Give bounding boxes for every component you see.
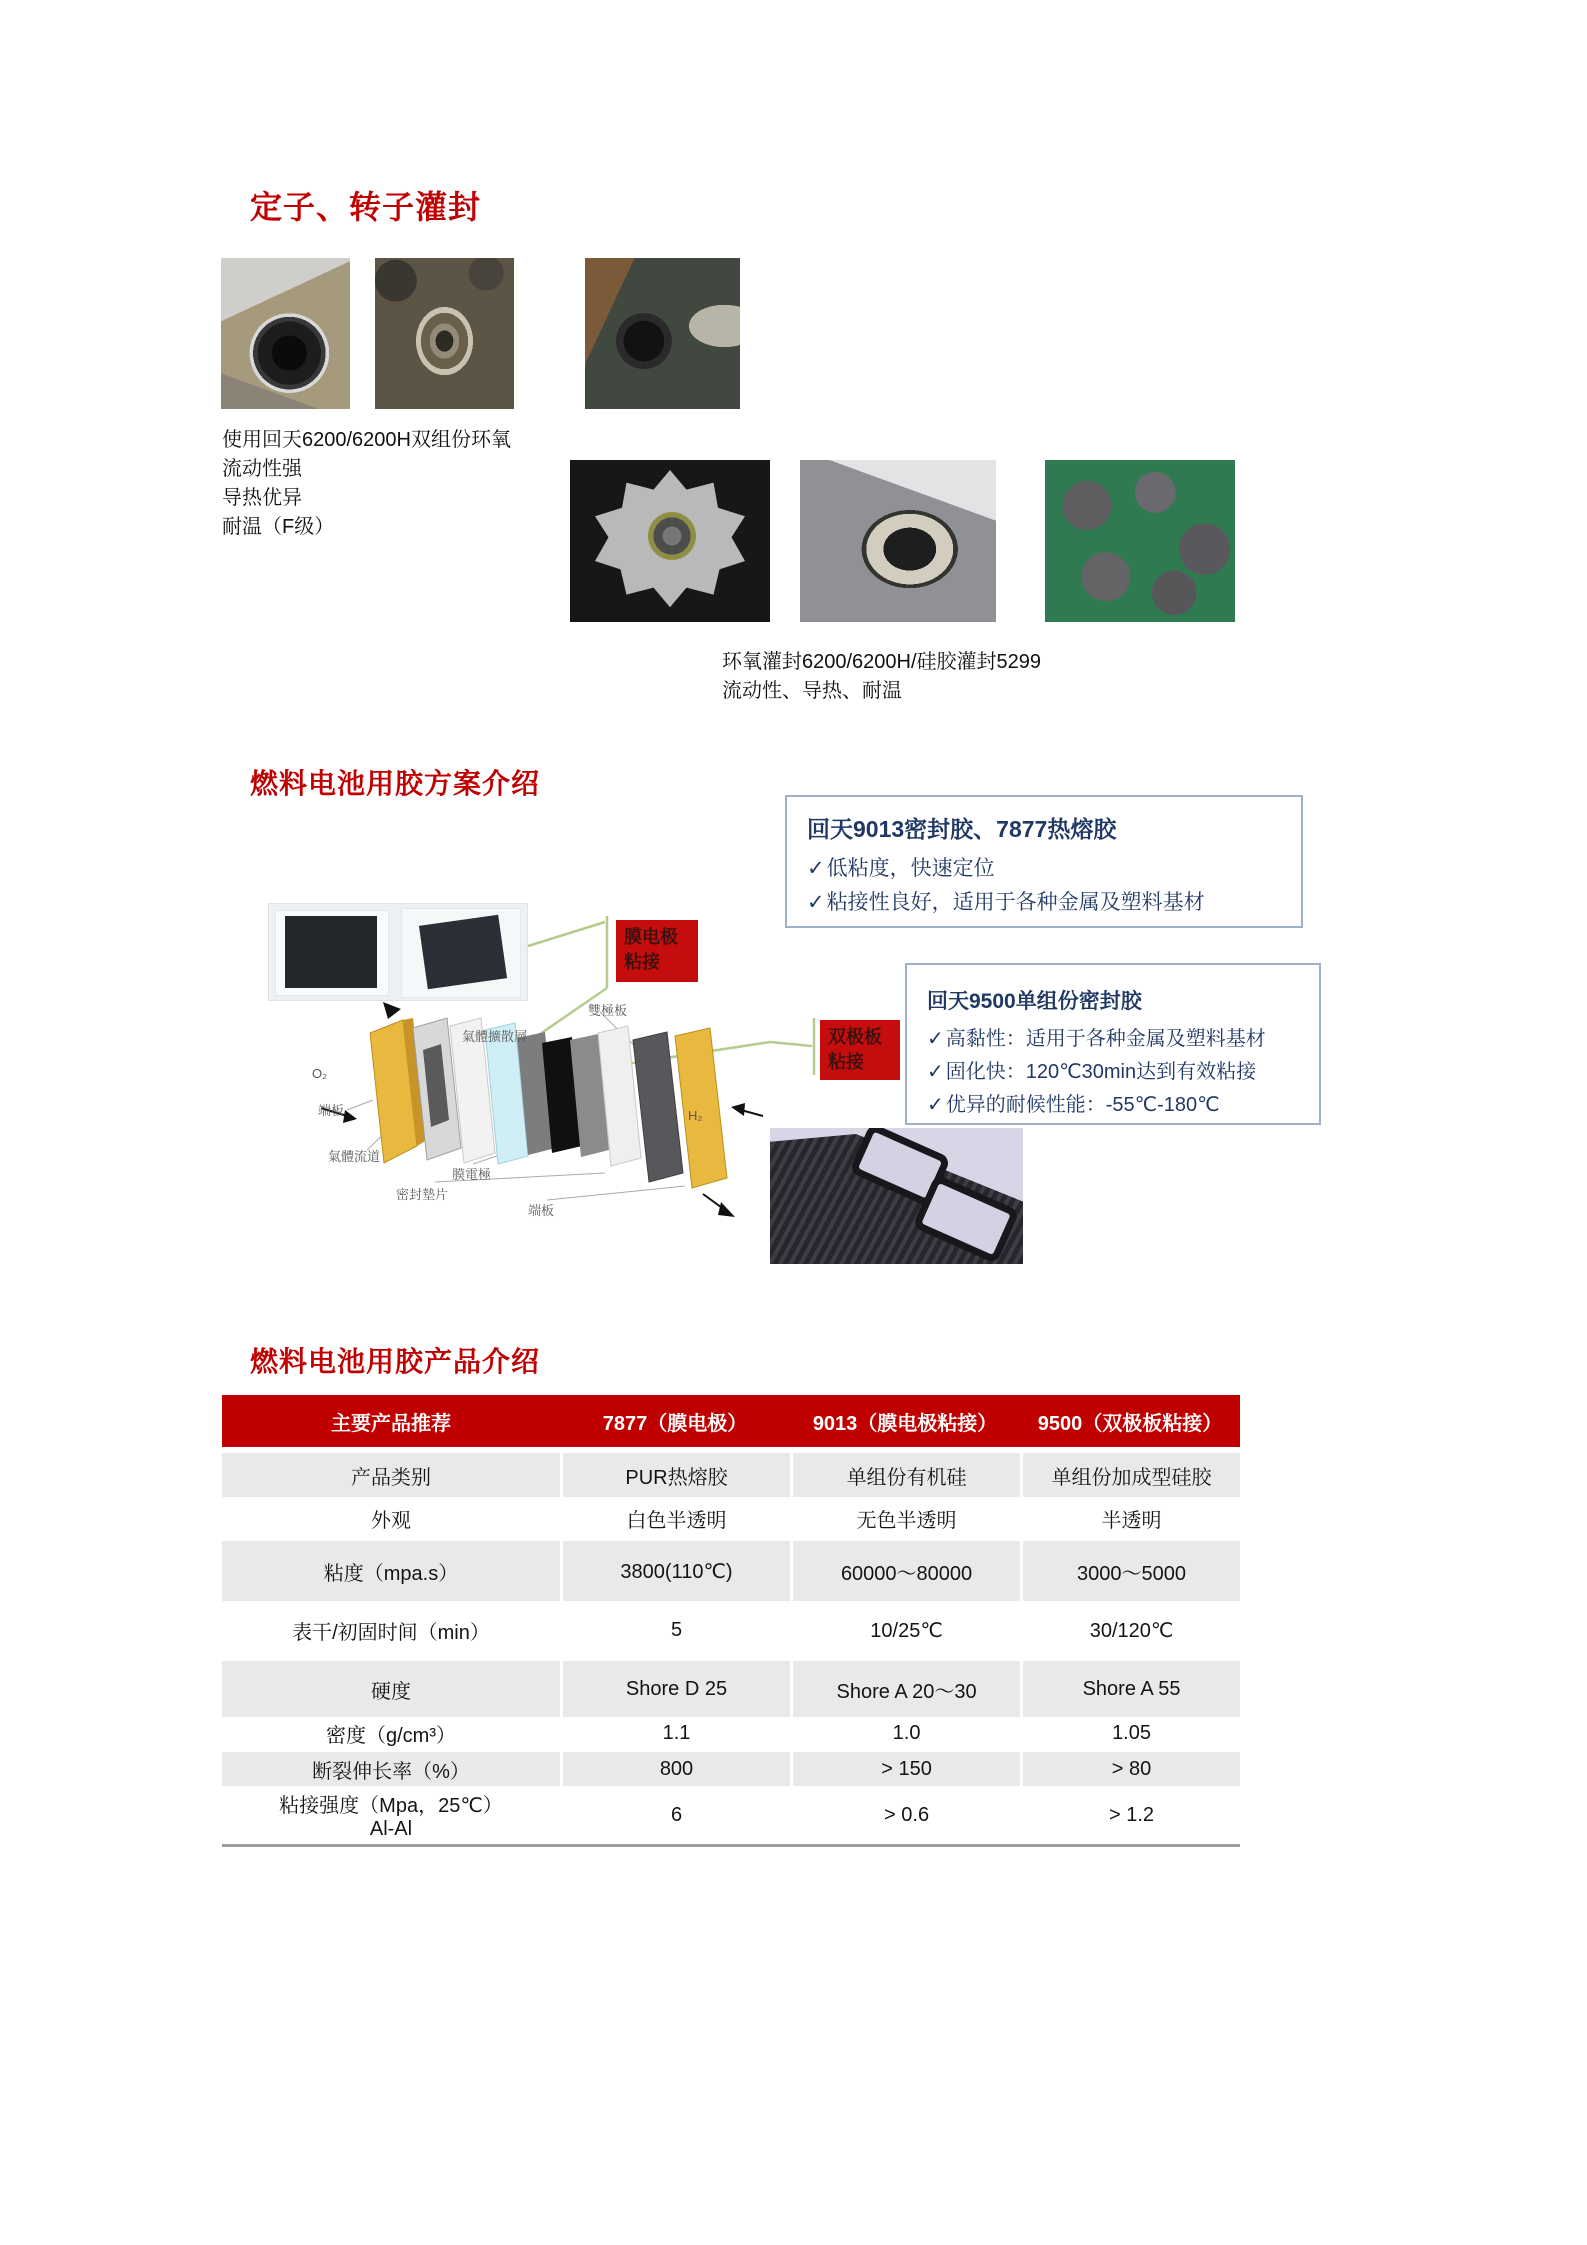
cell-value: > 0.6: [884, 1803, 930, 1826]
col-header: 主要产品推荐: [330, 1412, 451, 1435]
section3-title: 燃料电池用胶产品介绍: [250, 1346, 541, 1377]
row-label: 粘接强度（Mpa，25℃）: [279, 1795, 503, 1817]
check-icon: ✓: [927, 1061, 944, 1083]
check-icon: ✓: [927, 1028, 944, 1050]
label-bipolar-plate: 雙極板: [588, 1003, 628, 1018]
section1-bullet-list: [222, 426, 511, 542]
row-label: 产品类别: [350, 1466, 431, 1489]
table-row: [222, 1750, 1240, 1786]
table-row: [222, 1717, 1240, 1750]
cell-value: > 1.2: [1109, 1803, 1155, 1826]
cell-value: 10/25℃: [870, 1619, 943, 1642]
section1-title: 定子、转子灌封: [250, 189, 482, 225]
col-header: 7877（膜电极）: [602, 1412, 748, 1435]
table-row: [222, 1497, 1240, 1539]
row-label: 外观: [370, 1509, 411, 1532]
table-header-row: [222, 1395, 1240, 1453]
cell-value: 1.0: [892, 1722, 921, 1744]
photo-stator-housing-1: [221, 258, 350, 409]
cell-value: 1.1: [662, 1722, 691, 1744]
photo-rotor-star: [570, 460, 770, 622]
cell-value: Shore A 55: [1082, 1677, 1181, 1700]
row-label: 硬度: [370, 1680, 411, 1703]
check-icon: ✓: [807, 857, 825, 880]
cell-value: 1.05: [1112, 1722, 1151, 1744]
bullet-line: 流动性强: [222, 458, 302, 480]
cell-value: 5: [670, 1618, 683, 1641]
cell-value: PUR热熔胶: [625, 1466, 728, 1489]
cell-value: 3000～5000: [1077, 1562, 1187, 1585]
label-end-plate-right: 端板: [528, 1203, 555, 1218]
bullet-line: 导热优异: [222, 487, 302, 509]
row-label: 断裂伸长率（%）: [312, 1760, 470, 1783]
photo-bipolar-plate: [770, 1128, 1023, 1264]
section2-title: 燃料电池用胶方案介绍: [250, 768, 541, 799]
bullet-line: 耐温（F级）: [222, 516, 335, 538]
row-label: 粘度（mpa.s）: [323, 1562, 459, 1585]
table-row: [222, 1539, 1240, 1601]
photo-stator-housing-2: [375, 258, 514, 409]
tag-membrane-electrode-bonding: [616, 920, 698, 982]
cell-value: 单组份加成型硅胶: [1051, 1466, 1212, 1489]
caption-line: 环氧灌封6200/6200H/硅胶灌封5299: [722, 651, 1042, 673]
caption-line: 流动性、导热、耐温: [722, 680, 902, 702]
tag-bipolar-plate-bonding: [820, 1020, 900, 1080]
tag-line: 粘接: [828, 1052, 864, 1072]
col-header: 9500（双极板粘接）: [1037, 1412, 1223, 1435]
cell-value: 800: [659, 1757, 694, 1780]
item-text: 高黏性：适用于各种金属及塑料基材: [945, 1028, 1266, 1050]
photo-stator-housing-3: [585, 258, 740, 409]
cell-value: > 150: [881, 1757, 932, 1780]
fuel-cell-exploded-diagram: [295, 988, 785, 1228]
cell-value: Shore A 20～30: [836, 1680, 977, 1703]
item-text: 低粘度，快速定位: [826, 857, 995, 880]
cell-value: Shore D 25: [625, 1677, 728, 1700]
label-end-plate-left: 端板: [318, 1103, 345, 1118]
rotor-hub: [648, 512, 696, 560]
photo-stator-ring: [800, 460, 996, 622]
cell-value: 白色半透明: [626, 1509, 727, 1532]
table-row: [222, 1601, 1240, 1659]
cell-value: 60000～80000: [840, 1562, 973, 1585]
tag-line: 双极板: [828, 1027, 882, 1047]
label-gas-diffusion-layer: 氣體擴散層: [462, 1029, 528, 1044]
item-text: 固化快：120℃30min达到有效粘接: [945, 1061, 1257, 1083]
label-gasket: 密封墊片: [396, 1187, 449, 1202]
row-label: 密度（g/cm³）: [325, 1725, 456, 1747]
label-h2: H₂: [688, 1108, 703, 1123]
cell-value: > 80: [1111, 1757, 1152, 1780]
col-header: 9013（膜电极粘接）: [812, 1412, 998, 1435]
item-text: 优异的耐候性能：-55℃-180℃: [945, 1094, 1220, 1116]
label-membrane-electrode: 膜電極: [452, 1167, 492, 1182]
info-box1-title: 回天9013密封胶、7877热熔胶: [807, 816, 1117, 842]
cell-value: 半透明: [1101, 1509, 1162, 1532]
check-icon: ✓: [927, 1094, 944, 1116]
cell-value: 3800(110℃): [620, 1560, 733, 1583]
table-row: [222, 1453, 1240, 1497]
table-row: [222, 1786, 1240, 1844]
check-icon: ✓: [807, 891, 825, 914]
tag-line: 粘接: [624, 952, 660, 972]
cell-value: 30/120℃: [1089, 1619, 1174, 1642]
cell-value: 单组份有机硅: [846, 1466, 967, 1489]
cell-value: 无色半透明: [856, 1509, 957, 1532]
bullet-line: 使用回天6200/6200H双组份环氧: [222, 429, 511, 451]
label-gas-channel: 氣體流道: [328, 1149, 381, 1164]
row-label-line2: Al-Al: [369, 1818, 413, 1840]
cell-value: 6: [670, 1803, 683, 1826]
item-text: 粘接性良好，适用于各种金属及塑料基材: [826, 891, 1205, 914]
info-box2-title: 回天9500单组份密封胶: [927, 990, 1142, 1013]
product-table: [222, 1395, 1240, 1847]
label-o2: O₂: [312, 1066, 328, 1081]
photo-motor-housings: [1045, 460, 1235, 622]
row-label: 表干/初固时间（min）: [292, 1621, 490, 1644]
section1-caption: [722, 648, 1041, 706]
tag-line: 膜电极: [624, 927, 678, 947]
table-row: [222, 1659, 1240, 1717]
